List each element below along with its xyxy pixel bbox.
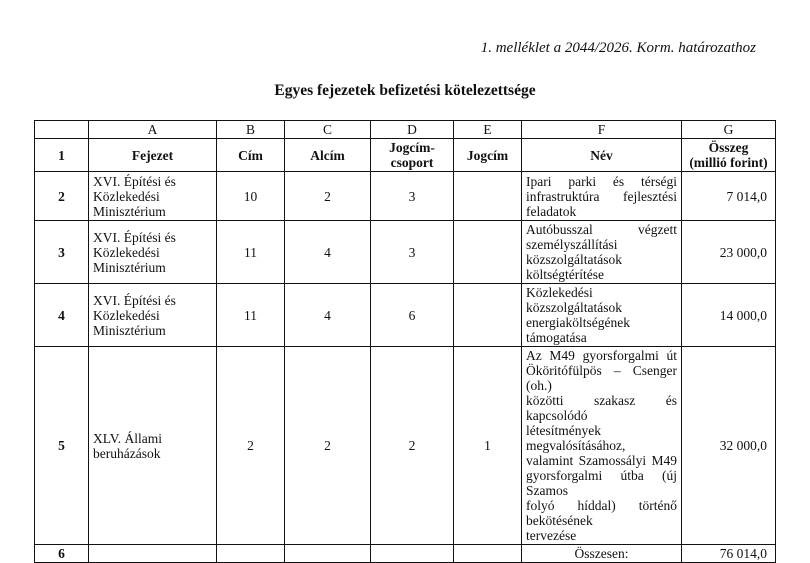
table-row <box>35 172 776 221</box>
cell-line: Ököritófülpös – Csenger (oh.) <box>526 363 677 393</box>
empty-cell <box>454 545 522 563</box>
fejezet-cell <box>89 221 217 284</box>
nev-cell <box>522 221 682 284</box>
header-row <box>35 139 776 172</box>
cell-line: tervezése <box>526 528 577 543</box>
column-letter: D <box>371 121 454 139</box>
cell-line: infrastruktúra fejlesztési <box>526 188 677 204</box>
empty-cell <box>217 545 285 563</box>
jogcimcsoport-cell: 6 <box>371 284 454 347</box>
total-label: Összesen: <box>522 545 682 563</box>
cell-line: Minisztérium <box>93 259 166 275</box>
cell-line: Autóbusszal végzett <box>526 222 677 237</box>
cell-line: XVI. Építési és <box>93 229 176 245</box>
cell-line: személyszállítási <box>526 237 618 252</box>
jogcim-cell: 1 <box>454 347 522 545</box>
nev-cell <box>522 172 682 221</box>
alcim-cell: 2 <box>285 347 371 545</box>
empty-cell <box>285 545 371 563</box>
alcim-cell: 2 <box>285 172 371 221</box>
osszeg-cell: 32 000,0 <box>682 347 776 545</box>
header-line: (millió forint) <box>689 155 768 170</box>
cell-line: Minisztérium <box>93 322 166 338</box>
cell-line: feladatok <box>526 203 577 219</box>
cell-line: létesítmények megvalósításához, <box>526 423 626 453</box>
jogcim-cell <box>454 221 522 284</box>
cim-cell: 11 <box>217 284 285 347</box>
osszeg-cell: 23 000,0 <box>682 221 776 284</box>
jogcim-cell <box>454 172 522 221</box>
cim-cell: 11 <box>217 221 285 284</box>
nev-cell <box>522 284 682 347</box>
header-jogcimcsoport <box>371 139 454 172</box>
header-line: Jogcím- <box>389 140 435 155</box>
fejezet-cell <box>89 347 217 545</box>
total-row <box>35 545 776 563</box>
payment-obligation-table <box>34 120 776 563</box>
header-cim: Cím <box>217 139 285 172</box>
row-number: 5 <box>35 347 89 545</box>
document-title: Egyes fejezetek befizetési kötelezettsége <box>274 82 536 99</box>
table-row <box>35 284 776 347</box>
column-letter: A <box>89 121 217 139</box>
cell-line: Közlekedési <box>93 188 160 204</box>
cell-line: XVI. Építési és <box>93 173 176 189</box>
osszeg-cell: 7 014,0 <box>682 172 776 221</box>
row-number: 2 <box>35 172 89 221</box>
row-number: 6 <box>35 545 89 563</box>
cell-line: közötti szakasz és kapcsolódó <box>526 393 677 423</box>
header-fejezet: Fejezet <box>89 139 217 172</box>
cell-line: valamint Szamossályi M49 <box>526 453 677 468</box>
nev-cell <box>522 347 682 545</box>
cell-line: Közlekedési közszolgáltatások <box>526 285 622 315</box>
column-letter: F <box>522 121 682 139</box>
cell-line: folyó híddal) történő bekötésének <box>526 498 677 528</box>
column-letter: B <box>217 121 285 139</box>
cell-line: Ipari parki és térségi <box>526 173 677 189</box>
cim-cell: 2 <box>217 347 285 545</box>
cell-line: Közlekedési <box>93 244 160 260</box>
annex-reference: 1. melléklet a 2044/2026. Korm. határozathoz <box>480 40 756 56</box>
table-row <box>35 347 776 545</box>
column-letter: G <box>682 121 776 139</box>
row-number: 1 <box>35 139 89 172</box>
column-letter: E <box>454 121 522 139</box>
header-alcim: Alcím <box>285 139 371 172</box>
jogcimcsoport-cell: 3 <box>371 221 454 284</box>
table-row <box>35 221 776 284</box>
row-number: 4 <box>35 284 89 347</box>
corner-cell <box>35 121 89 139</box>
cell-line: közszolgáltatások költségtérítése <box>526 252 622 282</box>
header-line: csoport <box>390 155 434 170</box>
cell-line: Közlekedési <box>93 307 160 323</box>
cim-cell: 10 <box>217 172 285 221</box>
header-osszeg <box>682 139 776 172</box>
alcim-cell: 4 <box>285 284 371 347</box>
jogcimcsoport-cell: 2 <box>371 347 454 545</box>
column-letter-row <box>35 121 776 139</box>
cell-line: beruházások <box>93 445 161 461</box>
jogcimcsoport-cell: 3 <box>371 172 454 221</box>
cell-line: gyorsforgalmi útba (új Szamos <box>526 468 677 498</box>
header-nev: Név <box>522 139 682 172</box>
cell-line: XVI. Építési és <box>93 292 176 308</box>
cell-line: energiaköltségének támogatása <box>526 315 630 345</box>
fejezet-cell <box>89 172 217 221</box>
row-number: 3 <box>35 221 89 284</box>
osszeg-cell: 14 000,0 <box>682 284 776 347</box>
header-jogcim: Jogcím <box>454 139 522 172</box>
cell-line: XLV. Állami <box>93 430 163 446</box>
fejezet-cell <box>89 284 217 347</box>
empty-cell <box>371 545 454 563</box>
alcim-cell: 4 <box>285 221 371 284</box>
column-letter: C <box>285 121 371 139</box>
empty-cell <box>89 545 217 563</box>
cell-line: Minisztérium <box>93 203 166 219</box>
cell-line: Az M49 gyorsforgalmi út <box>526 348 677 363</box>
header-line: Összeg <box>708 140 749 155</box>
total-value: 76 014,0 <box>682 545 776 563</box>
jogcim-cell <box>454 284 522 347</box>
